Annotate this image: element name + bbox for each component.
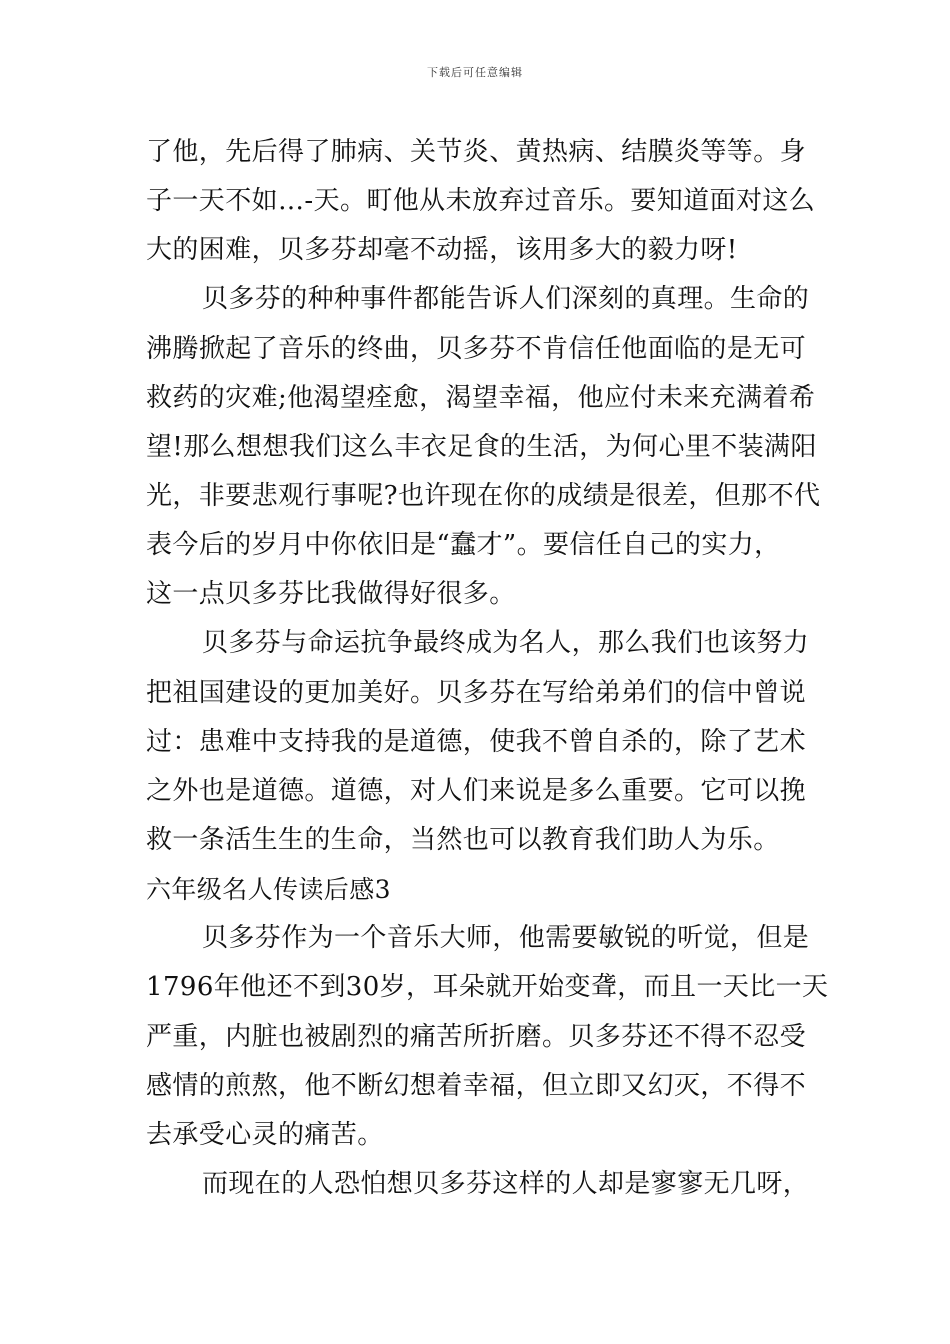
text-line: 了他，先后得了肺病、关节炎、黄热病、结膜炎等等。身	[146, 137, 807, 167]
text-line: 子一天不如…-天。町他从未放弃过音乐。要知道面对这么	[146, 186, 816, 217]
text-line: 救一条活生生的生命，当然也可以教育我们助人为乐。	[146, 824, 780, 855]
text-line: 严重，内脏也被剧烈的痛苦所折磨。贝多芬还不得不忍受	[146, 1021, 807, 1052]
text-line: 感情的煎熬，他不断幻想着幸福，但立即又幻灭，不得不	[146, 1070, 807, 1101]
document-body	[146, 128, 829, 1209]
paragraph-start-line: 贝多芬的种种事件都能告诉人们深刻的真理。生命的	[202, 284, 810, 315]
section-heading: 六年级名人传读后感3	[146, 875, 391, 905]
paragraph-start-line: 而现在的人恐怕想贝多芬这样的人却是寥寥无几呀，	[202, 1168, 810, 1199]
text-line: 救药的灾难;他渴望痊愈，渴望幸福，他应付未来充满着希	[146, 382, 816, 413]
text-line: 表今后的岁月中你依旧是“蠢才”。要信任自己的实力，	[146, 530, 781, 561]
text-line: 光，非要悲观行事呢?也许现在你的成绩是很差，但那不代	[146, 480, 821, 511]
text-line: 把祖国建设的更加美好。贝多芬在写给弟弟们的信中曾说	[146, 677, 807, 708]
text-line: 1796年他还不到30岁，耳朵就开始变聋，而且一天比一天	[146, 972, 829, 1003]
paragraph-start-line: 贝多芬作为一个音乐大师，他需要敏锐的听觉，但是	[202, 923, 810, 954]
text-line: 望!那么想想我们这么丰衣足食的生活，为何心里不装满阳	[146, 431, 817, 462]
text-line: 沸腾掀起了音乐的终曲，贝多芬不肯信任他面临的是无可	[146, 333, 807, 364]
text-line: 这一点贝多芬比我做得好很多。	[146, 579, 516, 610]
page-header: 下载后可任意编辑	[427, 66, 523, 79]
text-line: 大的困难，贝多芬却毫不动摇，该用多大的毅力呀!	[146, 235, 738, 266]
text-line: 去承受心灵的痛苦。	[146, 1119, 384, 1150]
text-line: 过：患难中支持我的是道德，使我不曾自杀的，除了艺术	[146, 726, 807, 757]
paragraph-start-line: 贝多芬与命运抗争最终成为名人，那么我们也该努力	[202, 628, 810, 659]
text-line: 之外也是道德。道德，对人们来说是多么重要。它可以挽	[146, 775, 807, 806]
